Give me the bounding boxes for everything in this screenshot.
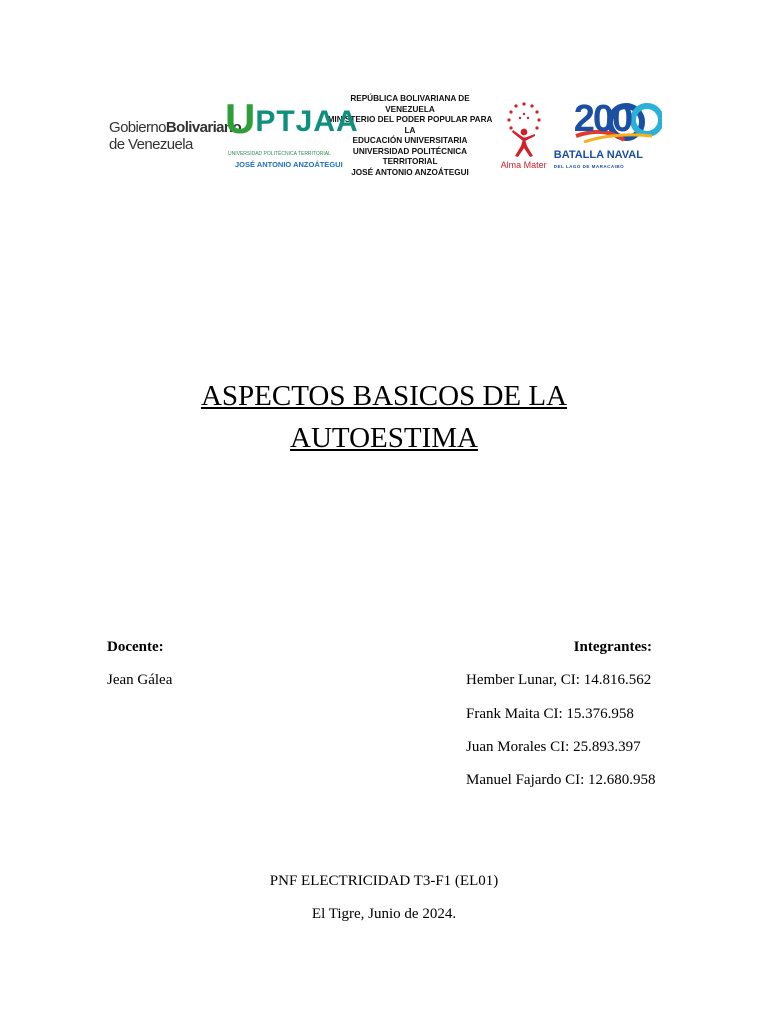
batalla-naval-subtitle: DEL LAGO DE MARACAIBO: [553, 164, 625, 169]
ministry-line: EDUCACIÓN UNIVERSITARIA: [352, 136, 468, 145]
document-title: [100, 375, 668, 459]
de-venezuela-text: de Venezuela: [109, 136, 193, 153]
bolivariano-word: Bolivariano: [165, 119, 242, 136]
alma-mater-logo: [497, 94, 550, 178]
ministry-line: UNIVERSIDAD POLITÉCNICA TERRITORIAL: [352, 146, 468, 166]
place-date-text: El Tigre, Junio de 2024.: [311, 906, 457, 922]
member-item: Hember Lunar, CI: 14.816.562: [466, 672, 652, 688]
uptjaa-acronym: PTJAA: [255, 105, 359, 138]
gobierno-bolivariano-logo: [107, 96, 242, 176]
batalla-naval-title: BATALLA NAVAL: [553, 149, 643, 161]
alma-mater-figure-icon: [497, 94, 551, 160]
title-line-1: ASPECTOS BASICOS DE LA: [200, 380, 568, 412]
alma-mater-label: Alma Mater: [500, 160, 547, 170]
uptjaa-subtitle: UNIVERSIDAD POLITÉCNICA TERRITORIAL: [228, 151, 331, 157]
title-line-2: AUTOESTIMA: [290, 422, 478, 454]
uptjaa-logo: [225, 95, 359, 176]
ministry-line: REPÚBLICA BOLIVARIANA DE VENEZUELA: [350, 94, 470, 114]
docente-label: Docente:: [107, 639, 164, 655]
member-item: Manuel Fajardo CI: 12.680.958: [466, 772, 656, 788]
anniversary-number: 200: [573, 98, 632, 140]
member-item: Frank Maita CI: 15.376.958: [466, 706, 634, 722]
member-item: Juan Morales CI: 25.893.397: [466, 739, 641, 755]
ministry-line: JOSÉ ANTONIO ANZOÁTEGUI: [351, 167, 469, 177]
ministry-line: MINISTERIO DEL PODER POPULAR PARA LA: [327, 115, 493, 135]
docente-name: Jean Gálea: [107, 672, 173, 688]
uptjaa-u-letter: U: [225, 95, 256, 142]
batalla-naval-logo: [554, 96, 660, 176]
gobierno-word: Gobierno: [109, 119, 166, 136]
integrantes-label: Integrantes:: [573, 639, 652, 655]
header-logos-banner: [107, 92, 660, 180]
uptjaa-name: JOSÉ ANTONIO ANZOÁTEGUI: [235, 160, 343, 169]
program-text: PNF ELECTRICIDAD T3-F1 (EL01): [269, 873, 499, 889]
gobierno-text: [109, 120, 241, 152]
